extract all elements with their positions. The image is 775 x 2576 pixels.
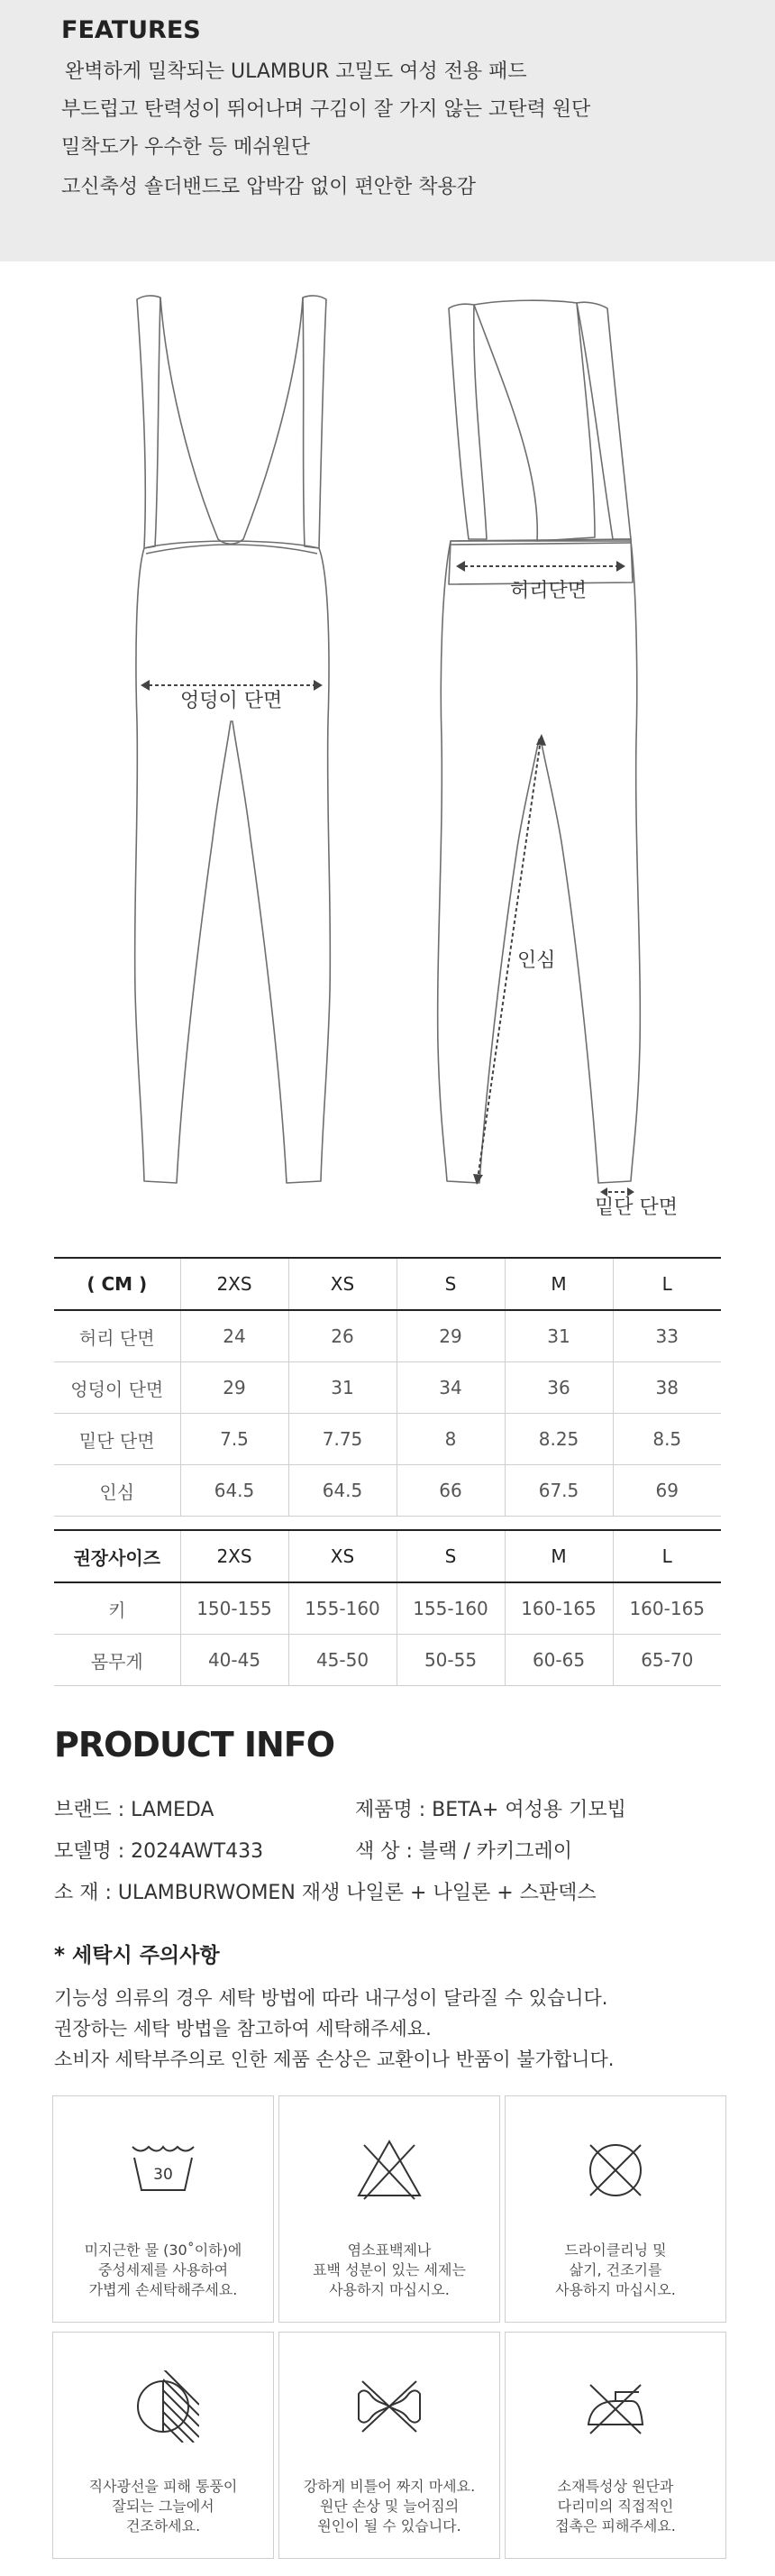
feature-line: 밀착도가 우수한 등 메쉬원단 [61,136,311,159]
material-info: 소 재 : ULAMBURWOMEN 재생 나일론 + 나일론 + 스판덱스 [54,1882,597,1904]
table-cell: 38 [613,1362,721,1414]
feature-line: 완벽하게 밀착되는 ULAMBUR 고밀도 여성 전용 패드 [65,60,527,83]
recommend-table-header: M [505,1530,613,1582]
care-note: 기능성 의류의 경우 세탁 방법에 따라 내구성이 달라질 수 있습니다. [54,1987,608,2009]
table-row [54,1362,721,1414]
hem-label: 밑단 단면 [595,1196,679,1219]
table-cell: 150-155 [180,1582,288,1635]
feature-line: 부드럽고 탄력성이 뛰어나며 구김이 잘 가지 않는 고탄력 원단 [61,98,591,121]
size-table-header: L [613,1258,721,1310]
hip-label: 엉덩이 단면 [180,690,283,712]
table-cell: 50-55 [397,1635,505,1686]
table-cell: 8 [397,1414,505,1465]
size-table-header: 2XS [180,1258,288,1310]
row-label: 밑단 단면 [54,1414,180,1465]
product-info-title: PRODUCT INFO [54,1725,335,1765]
row-label: 몸무게 [54,1635,180,1686]
care-card-text: 소재특성상 원단과 다리미의 직접적인 접촉은 피해주세요. [555,2478,676,2535]
care-card-hand-wash [52,2095,274,2323]
no-iron-icon [579,2370,652,2443]
row-label: 허리 단면 [54,1310,180,1362]
table-cell: 67.5 [505,1465,613,1517]
table-cell: 155-160 [397,1582,505,1635]
table-cell: 40-45 [180,1635,288,1686]
no-wring-icon [353,2370,425,2443]
recommend-table-header: XS [288,1530,397,1582]
table-cell: 45-50 [288,1635,397,1686]
care-card-text: 직사광선을 피해 통풍이 잘되는 그늘에서 건조하세요. [88,2478,238,2535]
bib-tights-illustration [0,261,775,1217]
table-cell: 26 [288,1310,397,1362]
table-row [54,1582,721,1635]
table-row [54,1465,721,1517]
brand-info: 브랜드 : LAMEDA [54,1799,214,1821]
care-card-no-dry-clean [505,2095,726,2323]
table-cell: 29 [397,1310,505,1362]
table-cell: 31 [288,1362,397,1414]
care-title: * 세탁시 주의사항 [54,1944,220,1967]
recommend-table-header: L [613,1530,721,1582]
table-cell: 69 [613,1465,721,1517]
care-card-no-bleach [278,2095,500,2323]
table-cell: 8.5 [613,1414,721,1465]
table-cell: 24 [180,1310,288,1362]
recommend-table-header: 2XS [180,1530,288,1582]
care-card-shade-dry [52,2332,274,2559]
features-section [0,0,775,261]
size-table-header: ( CM ) [54,1258,180,1310]
care-card-text: 염소표백제나 표백 성분이 있는 세제는 사용하지 마십시오. [313,2241,466,2298]
measurement-lines [142,566,633,1192]
table-cell: 60-65 [505,1635,613,1686]
recommend-size-table [54,1529,721,1686]
size-diagram [0,261,775,1217]
care-note: 권장하는 세탁 방법을 참고하여 세탁해주세요. [54,2018,432,2040]
waist-label: 허리단면 [510,580,588,602]
product-name-info: 제품명 : BETA+ 여성용 기모빕 [355,1799,626,1821]
recommend-table-header: S [397,1530,505,1582]
no-bleach-icon [353,2134,425,2206]
table-cell: 160-165 [613,1582,721,1635]
inseam-label: 인심 [517,949,556,972]
care-note: 소비자 세탁부주의로 인한 제품 손상은 교환이나 반품이 불가합니다. [54,2049,615,2070]
measurement-arrowheads [141,561,634,1196]
size-table [54,1257,721,1517]
size-table-header: M [505,1258,613,1310]
care-card-no-wring [278,2332,500,2559]
table-cell: 8.25 [505,1414,613,1465]
table-row [54,1414,721,1465]
care-card-no-iron [505,2332,726,2559]
color-info: 색 상 : 블랙 / 카키그레이 [355,1840,573,1863]
shade-dry-icon [127,2370,199,2443]
size-table-header: S [397,1258,505,1310]
table-cell: 66 [397,1465,505,1517]
features-title: FEATURES [61,16,201,44]
feature-line: 고신축성 숄더밴드로 압박감 없이 편안한 착용감 [61,176,477,198]
row-label: 인심 [54,1465,180,1517]
care-card-text: 미지근한 물 (30˚이하)에 중성세제를 사용하여 가볍게 손세탁해주세요. [84,2241,242,2298]
table-cell: 155-160 [288,1582,397,1635]
table-cell: 7.5 [180,1414,288,1465]
care-card-text: 드라이클리닝 및 삶기, 건조기를 사용하지 마십시오. [555,2241,676,2298]
front-view-outline [135,296,331,1183]
model-info: 모델명 : 2024AWT433 [54,1840,264,1863]
table-cell: 7.75 [288,1414,397,1465]
row-label: 키 [54,1582,180,1635]
hand-wash-30-icon [127,2134,199,2206]
table-row [54,1310,721,1362]
table-cell: 64.5 [288,1465,397,1517]
table-row [54,1635,721,1686]
table-cell: 33 [613,1310,721,1362]
no-dry-clean-icon [579,2134,652,2206]
size-table-header: XS [288,1258,397,1310]
recommend-table-header: 권장사이즈 [54,1530,180,1582]
table-cell: 160-165 [505,1582,613,1635]
table-cell: 65-70 [613,1635,721,1686]
table-cell: 29 [180,1362,288,1414]
table-cell: 34 [397,1362,505,1414]
care-card-text: 강하게 비틀어 짜지 마세요. 원단 손상 및 늘어짐의 원인이 될 수 있습니다. [303,2478,476,2535]
table-cell: 36 [505,1362,613,1414]
table-cell: 64.5 [180,1465,288,1517]
table-cell: 31 [505,1310,613,1362]
wash-temperature: 30 [153,2166,173,2184]
row-label: 엉덩이 단면 [54,1362,180,1414]
